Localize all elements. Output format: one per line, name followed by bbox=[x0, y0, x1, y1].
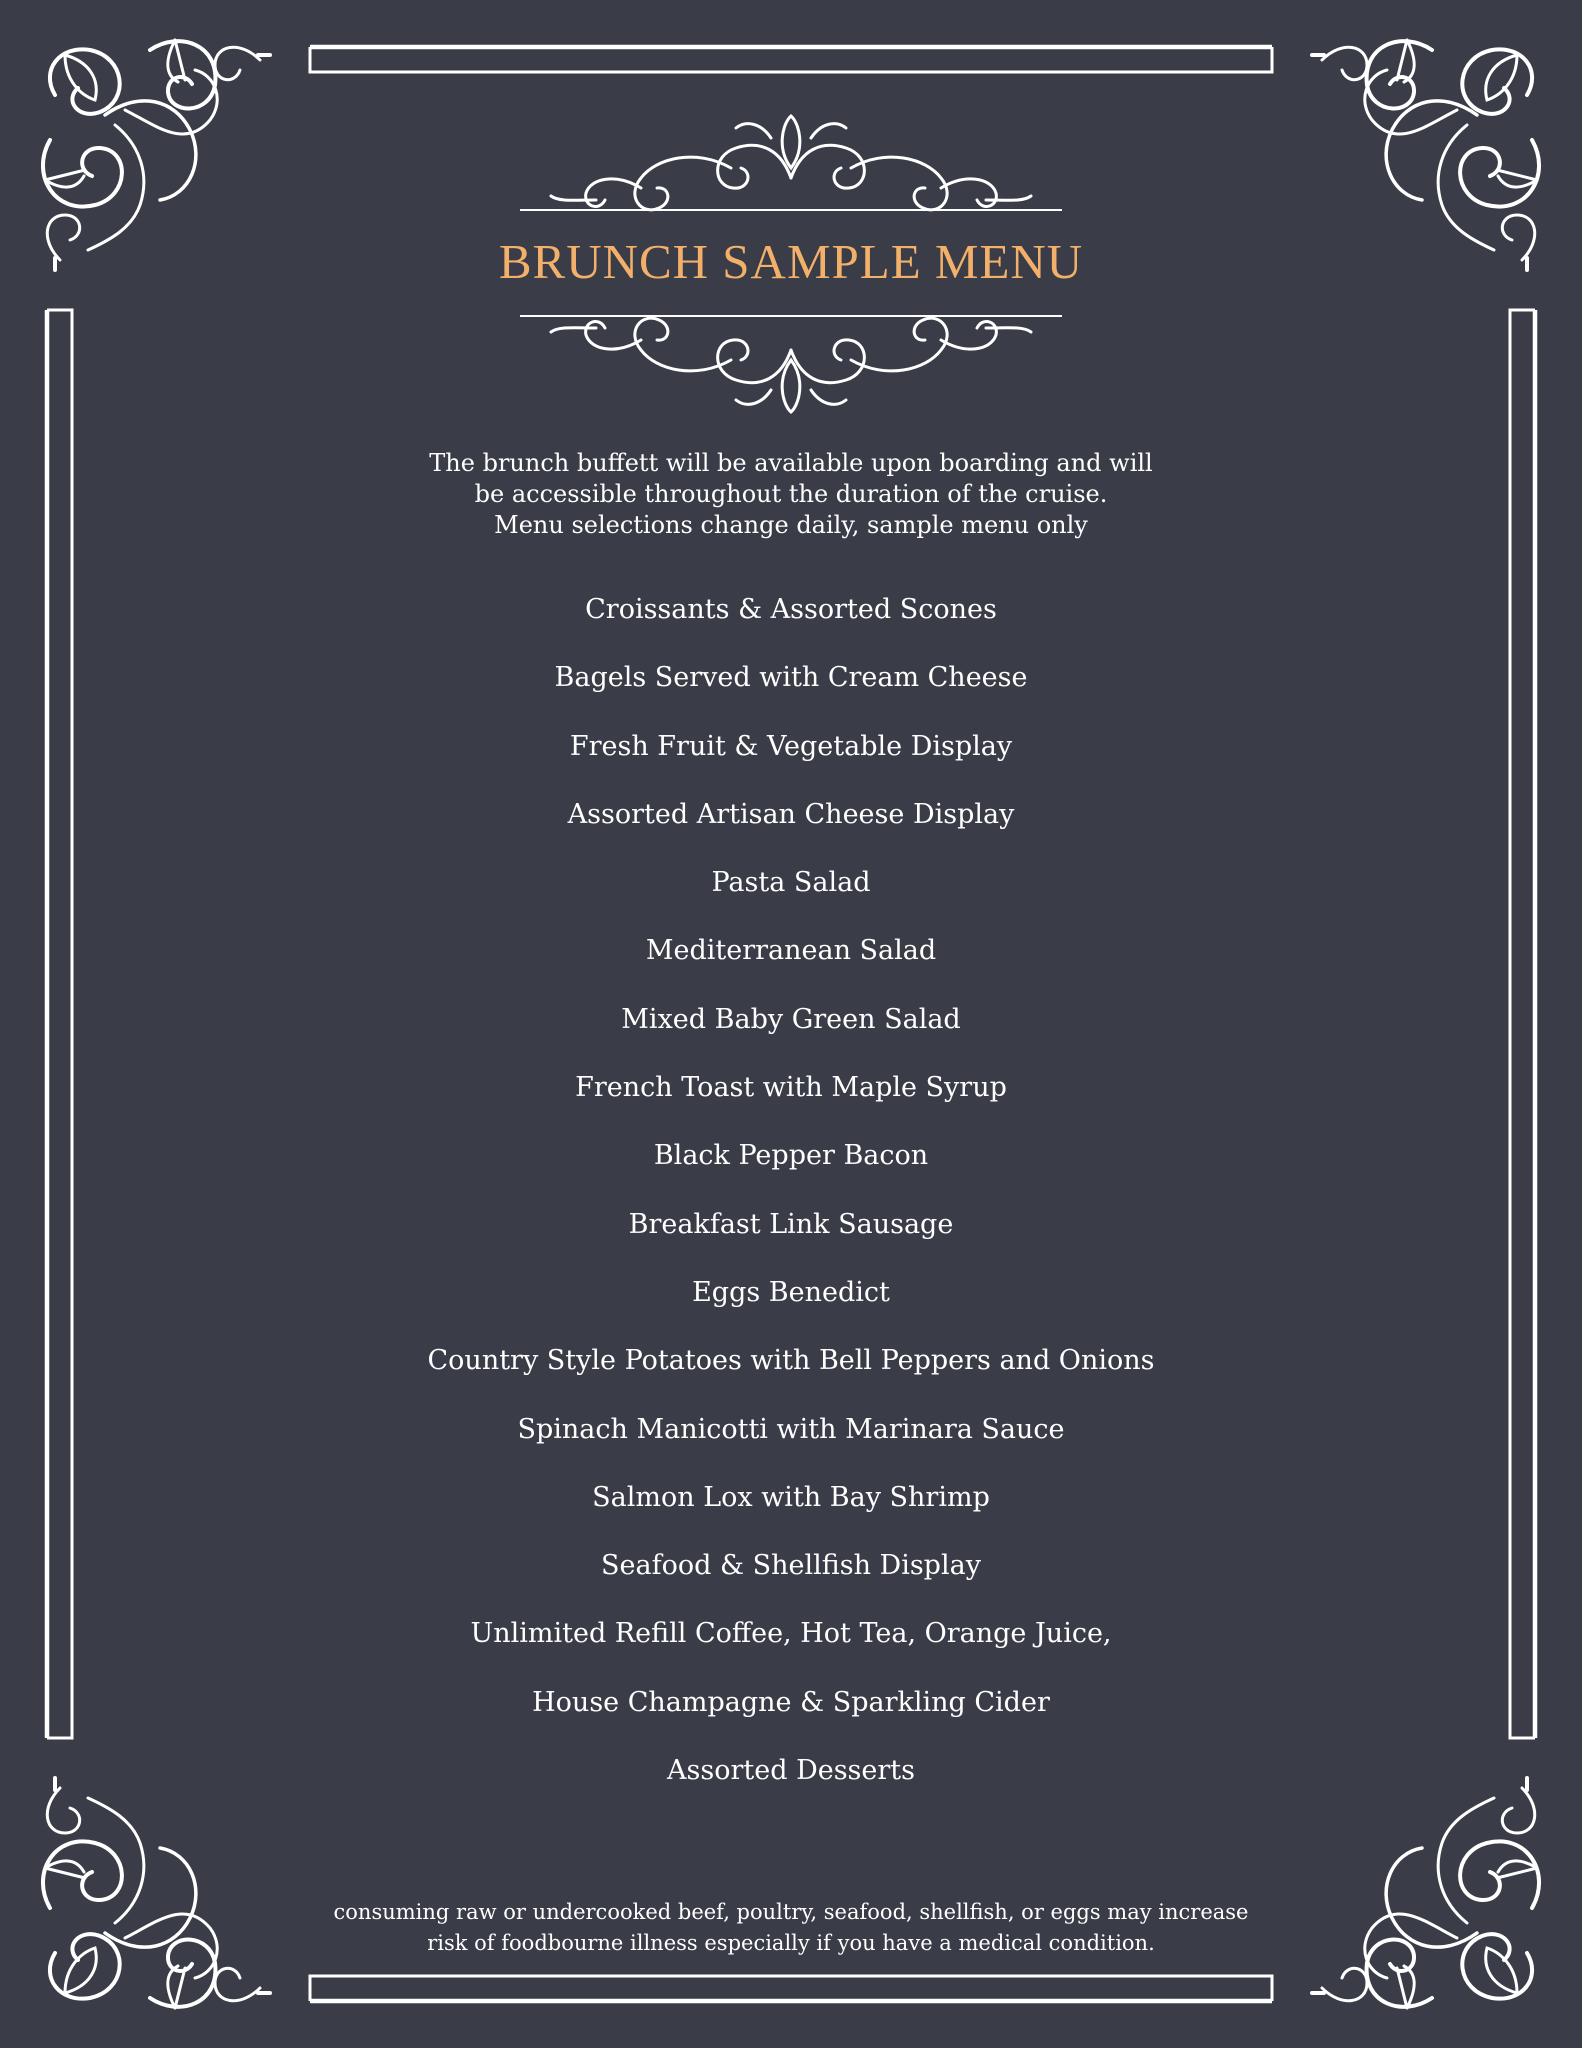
menu-item: Salmon Lox with Bay Shrimp bbox=[592, 1481, 990, 1513]
menu-item: Assorted Artisan Cheese Display bbox=[567, 798, 1015, 830]
food-safety-disclaimer bbox=[0, 1897, 1582, 1959]
intro-text bbox=[0, 448, 1582, 541]
menu-item: Bagels Served with Cream Cheese bbox=[554, 662, 1028, 694]
menu-item: Assorted Desserts bbox=[667, 1755, 915, 1787]
menu-item: Mediterranean Salad bbox=[645, 935, 937, 967]
menu-item: Eggs Benedict bbox=[692, 1276, 890, 1308]
menu-item: Seafood & Shellfish Display bbox=[601, 1550, 981, 1582]
disclaimer-line: consuming raw or undercooked beef, poultry, seafood, shellfish, or eggs may increase bbox=[333, 1900, 1249, 1924]
disclaimer-line: risk of foodbourne illness especially if you have a medical condition. bbox=[427, 1931, 1155, 1955]
intro-line: Menu selections change daily, sample menu only bbox=[494, 511, 1088, 539]
menu-item: House Champagne & Sparkling Cider bbox=[532, 1686, 1050, 1718]
menu-item: Breakfast Link Sausage bbox=[628, 1208, 954, 1240]
title-ornament-top bbox=[551, 116, 1031, 210]
menu-item: Croissants & Assorted Scones bbox=[585, 594, 997, 625]
menu-item: Black Pepper Bacon bbox=[653, 1140, 929, 1172]
intro-line: The brunch buffett will be available upon boarding and will bbox=[429, 449, 1153, 477]
title-ornament-bottom bbox=[551, 318, 1031, 412]
menu-item: French Toast with Maple Syrup bbox=[575, 1072, 1007, 1104]
menu-item: Mixed Baby Green Salad bbox=[621, 1003, 961, 1035]
menu-item: Spinach Manicotti with Marinara Sauce bbox=[517, 1413, 1065, 1445]
menu-item: Country Style Potatoes with Bell Peppers and Onions bbox=[427, 1345, 1155, 1377]
intro-line: be accessible throughout the duration of the cruise. bbox=[474, 480, 1108, 508]
menu-title: BRUNCH SAMPLE MENU bbox=[498, 234, 1084, 289]
menu-item: Pasta Salad bbox=[711, 867, 871, 899]
menu-item: Unlimited Refill Coffee, Hot Tea, Orange Juice, bbox=[470, 1618, 1112, 1650]
menu-list bbox=[0, 585, 1582, 1814]
menu-item: Fresh Fruit & Vegetable Display bbox=[569, 730, 1013, 762]
